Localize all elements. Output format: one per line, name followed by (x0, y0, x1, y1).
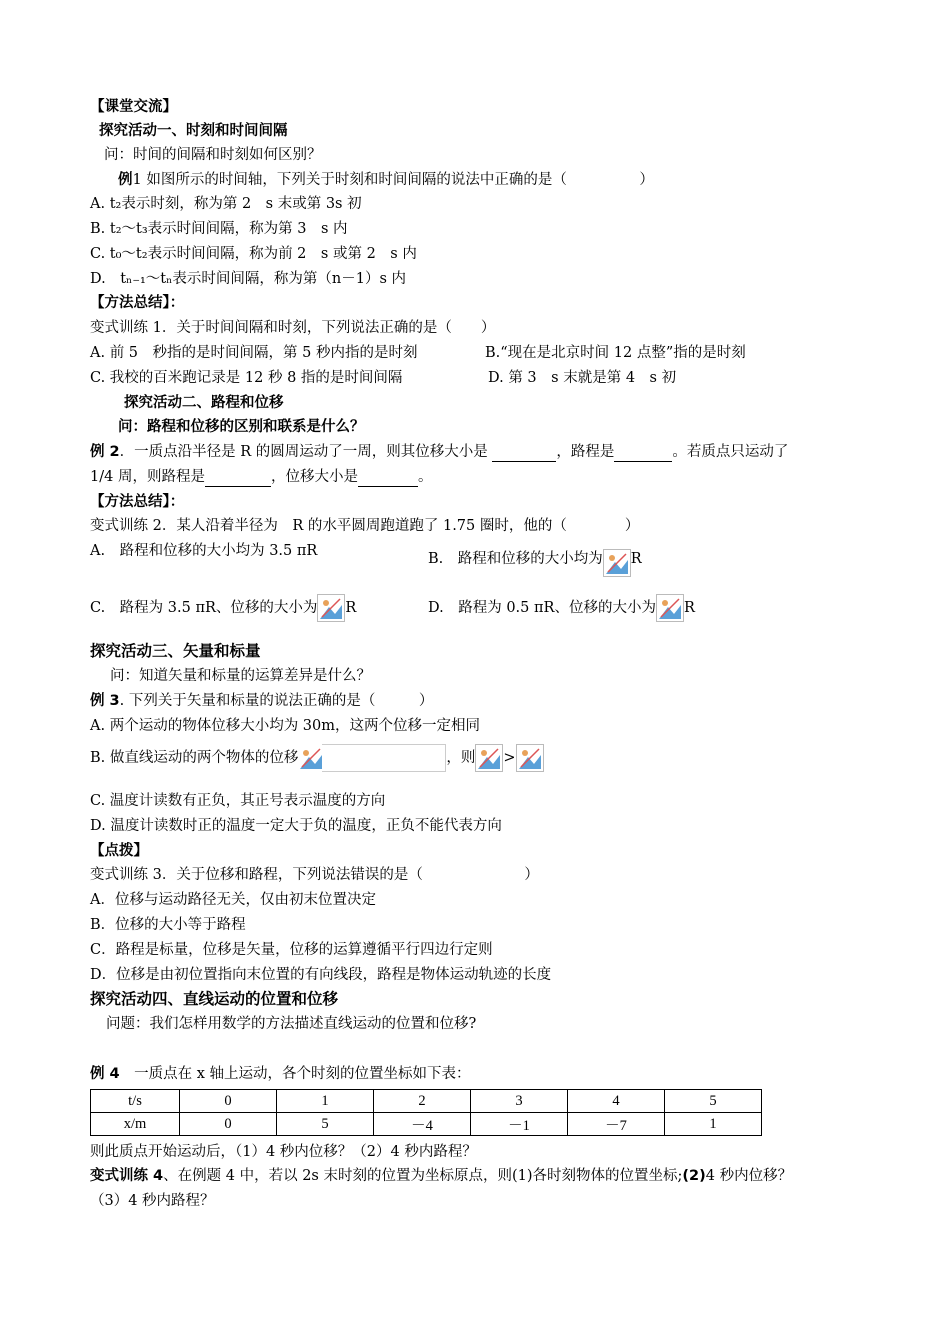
example-2-line-2 (90, 467, 432, 487)
example-1-option-b: B. t₂～t₃表示时间间隔，称为第 3 s 内 (90, 221, 348, 237)
answer-blank-distance[interactable] (614, 445, 672, 462)
variant-4-line-1 (90, 1166, 792, 1186)
example-1-stem (118, 170, 654, 190)
example-1-option-c: C. t₀～t₂表示时间间隔，称为前 2 s 或第 2 s 内 (90, 246, 417, 262)
variant-2-stem: 变式训练 2．某人沿着半径为 R 的水平圆周跑道跑了 1.75 圈时，他的（ ） (90, 518, 640, 534)
table-row (91, 1090, 762, 1113)
activity-3-heading: 探究活动三、矢量和标量 (90, 642, 261, 660)
question-4: 问题：我们怎样用数学的方法描述直线运动的位置和位移? (106, 1016, 477, 1032)
example-3-option-b-text: B. 做直线运动的两个物体的位移 (90, 750, 299, 766)
example-1-text: 1 如图所示的时间轴，下列关于时刻和时间间隔的说法中正确的是（ ） (132, 172, 654, 188)
example-3-option-b-then: ，则 (446, 750, 476, 766)
table-cell: 5 (665, 1090, 762, 1113)
answer-blank-quarter-distance[interactable] (205, 470, 271, 487)
example-1-option-d: D. tₙ₋₁～tₙ表示时间间隔，称为第（n－1）s 内 (90, 271, 406, 287)
broken-image-icon (317, 594, 345, 622)
table-cell: 5 (277, 1113, 374, 1136)
variant-1-option-a: A. 前 5 秒指的是时间间隔，第 5 秒内指的是时刻 (90, 345, 418, 361)
activity-4-heading: 探究活动四、直线运动的位置和位移 (90, 990, 339, 1008)
table-cell: 3 (471, 1090, 568, 1113)
variant-3-option-b: B．位移的大小等于路程 (90, 917, 246, 933)
example-2-text-d: 1/4 周，则路程是 (90, 469, 205, 485)
example-3-text: . 下列关于矢量和标量的说法正确的是（ ） (119, 693, 434, 709)
answer-blank-quarter-displacement[interactable] (358, 470, 418, 487)
variant-4-label: 变式训练 4 (90, 1168, 164, 1184)
method-summary-1: 【方法总结】： (90, 295, 185, 311)
example-1-label: 例 (118, 172, 133, 188)
example-2-text-c: 。若质点只运动了 (672, 444, 789, 460)
table-row (91, 1113, 762, 1136)
example-2-line-1 (90, 442, 788, 462)
question-3: 问：知道矢量和标量的运算差异是什么？ (110, 668, 371, 684)
variant-2-option-c-text: C. 路程为 3.5 πR、位移的大小为 (90, 600, 318, 616)
image-placeholder-box (322, 744, 446, 772)
table-cell: 0 (180, 1113, 277, 1136)
variant-2-option-c-r: R (345, 600, 357, 616)
variant-1-option-c: C. 我校的百米跑记录是 12 秒 8 指的是时间间隔 (90, 370, 403, 386)
variant-4-tail: 4 秒内位移？ (705, 1168, 793, 1184)
variant-1-option-b: B.“现在是北京时间 12 点整”指的是时刻 (485, 345, 746, 361)
table-cell: 0 (180, 1090, 277, 1113)
example-3-option-d: D. 温度计读数时正的温度一定大于负的温度，正负不能代表方向 (90, 818, 502, 834)
example-1-option-a: A. t₂表示时刻，称为第 2 s 末或第 3s 初 (90, 196, 362, 212)
variant-4-bold: (2) (682, 1168, 706, 1184)
variant-4-text: 、在例题 4 中，若以 2s 末时刻的位置为坐标原点，则(1)各时刻物体的位置坐标; (163, 1168, 683, 1184)
example-3-option-a: A. 两个运动的物体位移大小均为 30m，这两个位移一定相同 (90, 718, 480, 734)
example-2-text-a: ．一质点沿半径是 R 的圆周运动了一周，则其位移大小是 (119, 444, 488, 460)
example-4-label: 例 4 (90, 1066, 120, 1082)
table-cell: －7 (568, 1113, 665, 1136)
method-summary-2: 【方法总结】： (90, 494, 185, 510)
broken-image-icon (475, 744, 503, 772)
broken-image-icon (298, 745, 324, 771)
variant-2-option-d (428, 594, 695, 622)
greater-than-sign: > (503, 750, 516, 766)
example-4-questions: 则此质点开始运动后，（1）4 秒内位移？（2）4 秒内路程？ (90, 1144, 477, 1160)
broken-image-icon (516, 744, 544, 772)
example-3-option-c: C. 温度计读数有正负，其正号表示温度的方向 (90, 793, 386, 809)
example-2-label: 例 2 (90, 444, 120, 460)
table-cell: －4 (374, 1113, 471, 1136)
example-2-text-e: ，位移大小是 (270, 469, 358, 485)
answer-blank-displacement[interactable] (492, 445, 556, 462)
table-cell: x/m (91, 1113, 180, 1136)
variant-1-option-d: D. 第 3 s 末就是第 4 s 初 (488, 370, 677, 386)
table-cell: 1 (277, 1090, 374, 1113)
broken-image-icon (656, 594, 684, 622)
variant-3-stem: 变式训练 3．关于位移和路程，下列说法错误的是（ ） (90, 867, 539, 883)
variant-4-line-2: （3）4 秒内路程？ (90, 1193, 215, 1209)
example-4-text: 一质点在 x 轴上运动，各个时刻的位置坐标如下表： (134, 1066, 471, 1082)
example-2-text-b: ，路程是 (556, 444, 615, 460)
variant-2-option-d-text: D. 路程为 0.5 πR、位移的大小为 (428, 600, 656, 616)
question-2: 问：路程和位移的区别和联系是什么？ (118, 419, 365, 435)
variant-2-option-b-r: R (630, 551, 642, 567)
example-3-option-b (90, 744, 544, 772)
table-cell: t/s (91, 1090, 180, 1113)
section-classroom: 【课堂交流】 (90, 99, 177, 115)
example-2-text-f: 。 (417, 469, 433, 485)
example-3-label: 例 3 (90, 693, 120, 709)
table-cell: 4 (568, 1090, 665, 1113)
variant-3-option-c: C．路程是标量，位移是矢量，位移的运算遵循平行四边行定则 (90, 942, 493, 958)
position-table (90, 1089, 762, 1136)
table-cell: －1 (471, 1113, 568, 1136)
example-4-stem (90, 1064, 471, 1084)
activity-1-heading: 探究活动一、时刻和时间间隔 (99, 123, 288, 139)
variant-2-option-b-text: B. 路程和位移的大小均为 (428, 551, 603, 567)
variant-2-option-d-r: R (683, 600, 695, 616)
variant-3-option-a: A．位移与运动路径无关，仅由初末位置决定 (90, 892, 376, 908)
variant-2-option-c (90, 594, 356, 622)
variant-1-stem: 变式训练 1．关于时间间隔和时刻，下列说法正确的是（ ） (90, 320, 496, 336)
table-cell: 1 (665, 1113, 762, 1136)
question-1: 问：时间的间隔和时刻如何区别？ (104, 147, 322, 163)
broken-image-icon (603, 549, 631, 577)
variant-2-option-a: A. 路程和位移的大小均为 3.5 πR (90, 543, 318, 559)
activity-2-heading: 探究活动二、路程和位移 (124, 395, 284, 411)
tip-heading: 【点拨】 (90, 843, 148, 859)
variant-2-option-b (428, 541, 642, 577)
table-cell: 2 (374, 1090, 471, 1113)
example-3-stem (90, 691, 433, 711)
variant-3-option-d: D．位移是由初位置指向末位置的有向线段，路程是物体运动轨迹的长度 (90, 967, 552, 983)
